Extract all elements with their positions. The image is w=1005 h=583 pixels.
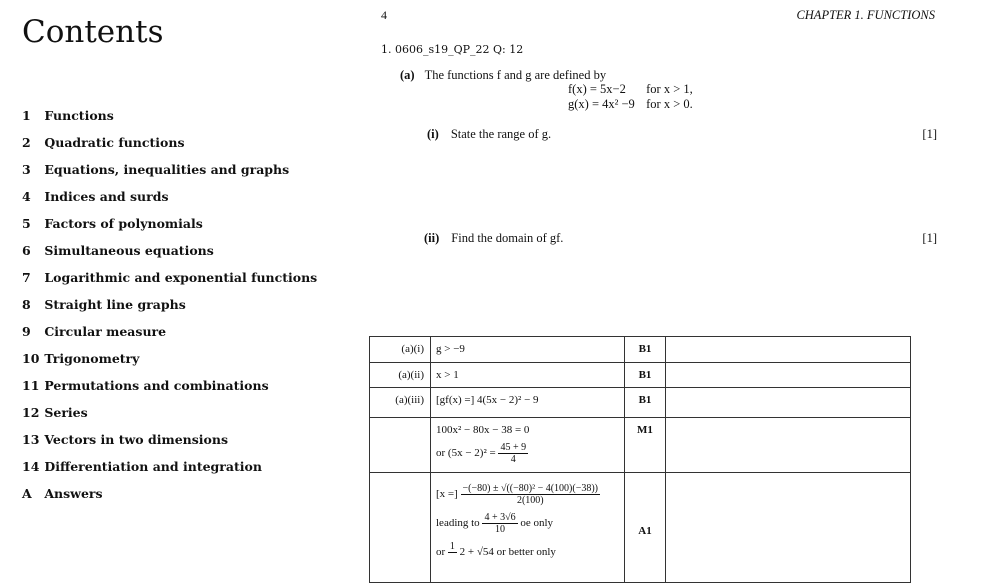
quadratic-formula-line [436,483,624,506]
toc-label: Answers [44,486,103,501]
answer-cell [431,418,625,473]
question-reference: 1. 0606_s19_QP_22 Q: 12 [381,43,524,56]
g-condition: for x > 0. [646,97,693,111]
toc-item[interactable] [22,349,317,376]
toc-num: 10 [22,351,40,366]
part-cell [370,473,431,583]
toc-label: Indices and surds [44,189,169,204]
table-row [370,418,911,473]
toc-label: Equations, inequalities and graphs [44,162,290,177]
part-text: The functions f and g are defined by [424,68,607,82]
or-expression: 2 + √54 [459,546,494,559]
part-cell: (a)(i) [370,337,431,363]
quadratic-fraction [461,483,600,506]
m1-equation: 100x² − 80x − 38 = 0 [436,424,530,436]
table-row [370,388,911,418]
toc-item[interactable] [22,106,317,133]
toc-label: Logarithmic and exponential functions [44,270,318,285]
toc-label: Simultaneous equations [44,243,214,258]
m1-alternative [436,442,624,465]
subquestion-label: (ii) [424,231,440,245]
toc-num: 1 [22,108,31,123]
toc-num: 8 [22,297,31,312]
subquestion-text: State the range of g. [450,127,552,141]
toc-item[interactable] [22,457,317,484]
subquestion-ii [424,231,563,246]
toc-num: 12 [22,405,40,420]
or-prefix: or [436,546,446,559]
table-row [370,337,911,363]
lead-fraction [482,512,517,535]
guidance-cell [666,363,911,388]
function-definitions [568,82,693,112]
guidance-cell [666,418,911,473]
numerator: 1 [449,541,455,552]
toc-item[interactable] [22,322,317,349]
toc-label: Circular measure [44,324,167,339]
marks-i: [1] [922,127,937,141]
document-page [365,0,1005,565]
toc-label: Factors of polynomials [44,216,203,231]
toc-item[interactable] [22,484,317,511]
toc-item[interactable] [22,160,317,187]
numerator: 45 + 9 [500,442,527,453]
denominator: 10 [495,524,505,535]
part-label: (a) [400,68,415,82]
m1-alt-prefix: or (5x − 2)² = [436,447,496,460]
toc-item[interactable] [22,241,317,268]
toc-num: 3 [22,162,31,177]
mark-cell: B1 [625,388,666,418]
mark-cell: B1 [625,363,666,388]
toc-item[interactable] [22,268,317,295]
toc-label: Differentiation and integration [44,459,262,474]
part-cell [370,418,431,473]
toc-item[interactable] [22,214,317,241]
page-number: 4 [381,8,387,22]
guidance-cell [666,473,911,583]
f-definition: f(x) = 5x−2 [568,82,626,96]
or-fraction [448,541,457,564]
toc-item[interactable] [22,187,317,214]
lead-suffix: oe only [520,517,554,530]
m1-fraction [498,442,528,465]
answer-cell: [gf(x) =] 4(5x − 2)² − 9 [431,388,625,418]
subquestion-label: (i) [427,127,439,141]
table-row [370,363,911,388]
toc-item[interactable] [22,295,317,322]
denominator [448,553,457,564]
toc-num: 5 [22,216,31,231]
toc-label: Series [44,405,88,420]
leading-line [436,512,624,535]
denominator: 4 [510,454,516,465]
numerator: −(−80) ± √((−80)² − 4(100)(−38)) [462,483,599,494]
table-row [370,473,911,583]
toc-num: 7 [22,270,31,285]
toc-item[interactable] [22,376,317,403]
question-part-a [400,68,606,83]
answer-cell: x > 1 [431,363,625,388]
subquestion-i [427,127,551,142]
f-condition: for x > 1, [646,82,693,96]
or-suffix: or better only [496,546,556,559]
part-cell: (a)(iii) [370,388,431,418]
answer-cell [431,473,625,583]
toc-num: A [22,486,32,501]
toc-item[interactable] [22,403,317,430]
subquestion-text: Find the domain of gf. [451,231,564,245]
markscheme-table [369,336,911,583]
g-definition: g(x) = 4x² −9 [568,97,635,111]
toc-num: 4 [22,189,31,204]
mark-cell: B1 [625,337,666,363]
toc-num: 14 [22,459,40,474]
toc-label: Quadratic functions [44,135,185,150]
part-cell: (a)(ii) [370,363,431,388]
x-prefix: [x =] [436,488,458,501]
toc-num: 2 [22,135,31,150]
numerator: 4 + 3√6 [484,512,516,523]
lead-prefix: leading to [436,517,480,530]
toc-num: 13 [22,432,40,447]
toc-list [22,106,317,511]
toc-label: Functions [44,108,114,123]
mark-cell: M1 [625,418,666,473]
toc-item[interactable] [22,133,317,160]
toc-label: Trigonometry [44,351,140,366]
mark-cell: A1 [625,473,666,583]
chapter-header: CHAPTER 1. FUNCTIONS [796,8,935,22]
toc-num: 9 [22,324,31,339]
toc-item[interactable] [22,430,317,457]
guidance-cell [666,337,911,363]
denominator: 2(100) [516,495,544,506]
toc-label: Permutations and combinations [44,378,269,393]
toc-num: 11 [22,378,40,393]
toc-label: Straight line graphs [44,297,186,312]
marks-ii: [1] [922,231,937,245]
toc-num: 6 [22,243,31,258]
answer-cell: g > −9 [431,337,625,363]
toc-label: Vectors in two dimensions [44,432,228,447]
sidebar-contents [0,0,330,565]
guidance-cell [666,388,911,418]
or-line [436,541,624,564]
contents-title: Contents [22,14,164,50]
